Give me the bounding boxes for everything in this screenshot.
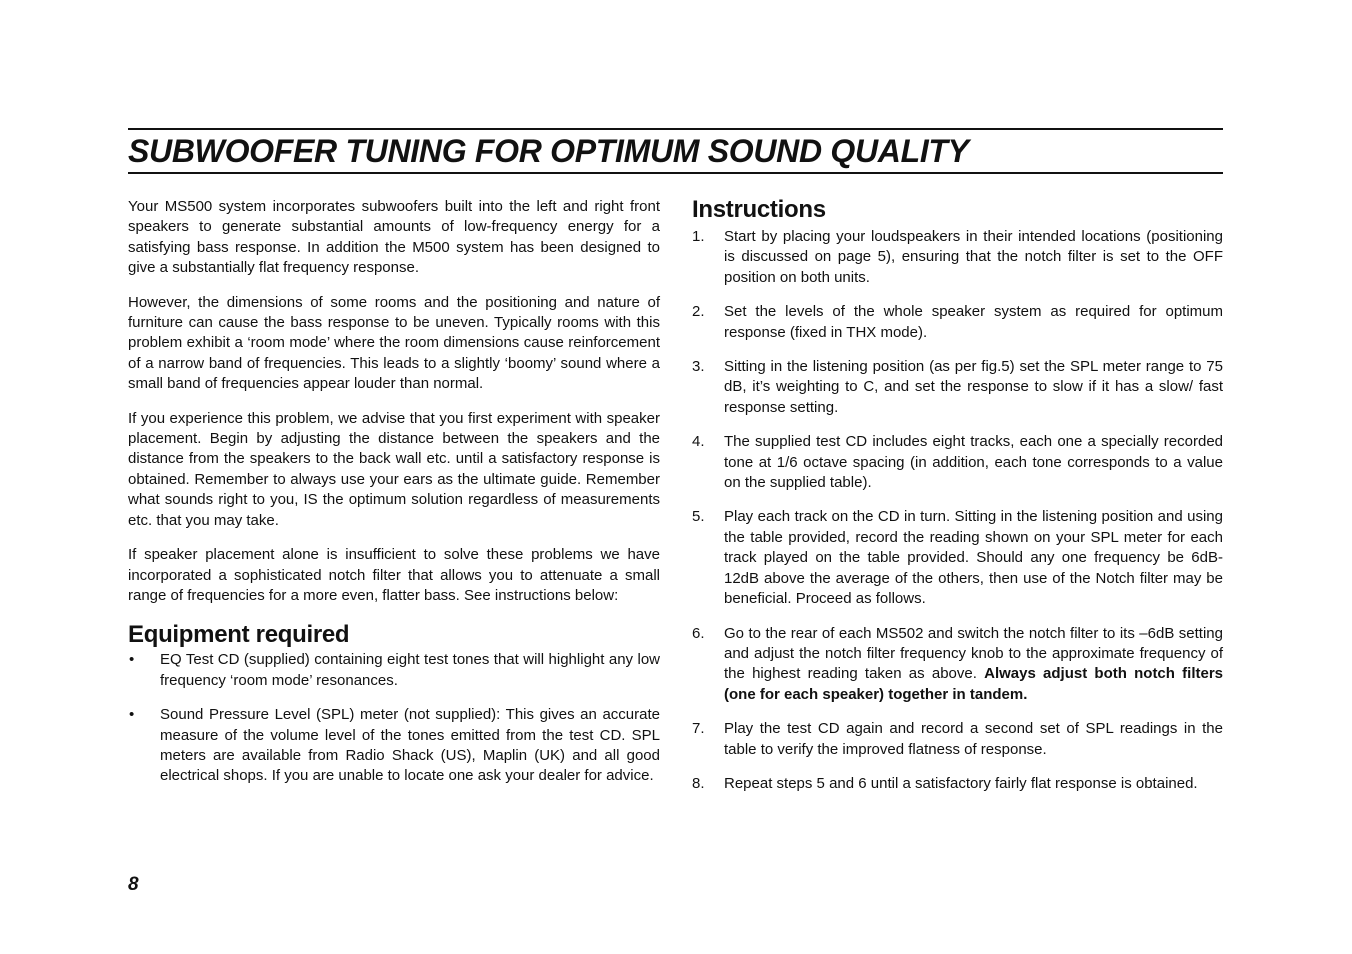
instructions-list (692, 227, 1223, 794)
bullet-marker: • (129, 706, 135, 724)
instruction-step (692, 432, 1223, 493)
step-text: Play the test CD again and record a second set of SPL readings in the table to verify the improved flatness of response. (724, 720, 1223, 758)
instruction-step (692, 507, 1223, 609)
right-column (692, 197, 1223, 808)
step-number: 2. (692, 303, 705, 321)
step-number: 3. (692, 358, 705, 376)
step-text: Go to the rear of each MS502 and switch the notch filter to its –6dB setting and adjust the notch filter frequency knob to the approximate frequency of the highest reading taken as above. (724, 624, 1223, 683)
intro-paragraph: Your MS500 system incorporates subwoofers built into the left and right front speakers to generate substantial amounts of low-frequency energy for a satisfying bass response. In addition the M500 system has been designed to give a substantially flat frequency response. (128, 198, 660, 277)
left-column (128, 197, 660, 801)
step-number: 6. (692, 624, 705, 642)
instruction-step (692, 227, 1223, 288)
step-number: 7. (692, 720, 705, 738)
page-number: 8 (128, 874, 139, 895)
instruction-step (692, 357, 1223, 418)
placement-paragraph: If you experience this problem, we advise that you first experiment with speaker placement. Begin by adjusting the distance between the speakers and the distance from the speakers to the back wall etc. until a satisfactory response is obtained. Remember to always use your ears as the ultimate guide. Remember what sounds right to you, IS the optimum solution regardless of measurements etc. that you may take. (128, 409, 660, 529)
step-number: 8. (692, 774, 705, 792)
step-emphasis-text: Always adjust both notch filters (one for each speaker) together in tandem. (724, 665, 1223, 703)
step-text: Play each track on the CD in turn. Sitting in the listening position and using the table provided, record the reading shown on your SPL meter for each track played on the table provided. Should any one frequency be 6dB-12dB above the average of the others, then use of the Notch filter may be beneficial. Proceed as follows. (724, 508, 1223, 608)
step-text: Repeat steps 5 and 6 until a satisfactory fairly flat response is obtained. (724, 774, 1198, 792)
instruction-step (692, 624, 1223, 706)
equipment-item-spl-meter (128, 705, 660, 787)
equipment-item-test-cd (128, 650, 660, 691)
page-title: SUBWOOFER TUNING FOR OPTIMUM SOUND QUALITY (128, 133, 969, 169)
instruction-step (692, 302, 1223, 343)
step-number: 5. (692, 508, 705, 526)
equipment-item-text: EQ Test CD (supplied) containing eight test tones that will highlight any low frequency ‘room mode’ resonances. (160, 651, 660, 689)
bullet-marker: • (129, 651, 135, 669)
instruction-step (692, 719, 1223, 760)
instructions-heading: Instructions (692, 196, 826, 223)
step-number: 4. (692, 433, 705, 451)
equipment-item-text: Sound Pressure Level (SPL) meter (not supplied): This gives an accurate measure of the volume level of the tones emitted from the test CD. SPL meters are available from Radio Shack (US), Maplin (UK) and all good electrical shops. If you are unable to locate one ask your dealer for advice. (160, 706, 660, 785)
step-text: Set the levels of the whole speaker system as required for optimum response (fixed in THX mode). (724, 303, 1223, 341)
instruction-step (692, 774, 1223, 794)
step-text: The supplied test CD includes eight tracks, each one a specially recorded tone at 1/6 octave spacing (in addition, each tone corresponds to a value on the supplied table). (724, 433, 1223, 492)
step-text: Sitting in the listening position (as per fig.5) set the SPL meter range to 75 dB, it’s weighting to C, and set the response to slow if it has a slow/ fast response setting. (724, 358, 1223, 416)
equipment-list (128, 650, 660, 786)
step-number: 1. (692, 228, 705, 245)
room-mode-paragraph: However, the dimensions of some rooms and the positioning and nature of furniture can cause the bass response to be uneven. Typically rooms with this problem exhibit a ‘room mode’ where the room dimensions cause reinforcement of a narrow band of frequencies. This leads to a slightly ‘boomy’ sound where a small band of frequencies appear louder than normal. (128, 293, 660, 393)
title-rule-bottom (128, 172, 1223, 174)
equipment-heading: Equipment required (128, 621, 350, 649)
step-text: Start by placing your loudspeakers in their intended locations (positioning is discussed on page 5), ensuring that the notch filter is set to the OFF position on both units. (724, 228, 1223, 286)
notch-filter-paragraph: If speaker placement alone is insufficient to solve these problems we have incorporated a sophisticated notch filter that allows you to attenuate a small range of frequencies for a more even, flatter bass. See instructions below: (128, 546, 660, 604)
